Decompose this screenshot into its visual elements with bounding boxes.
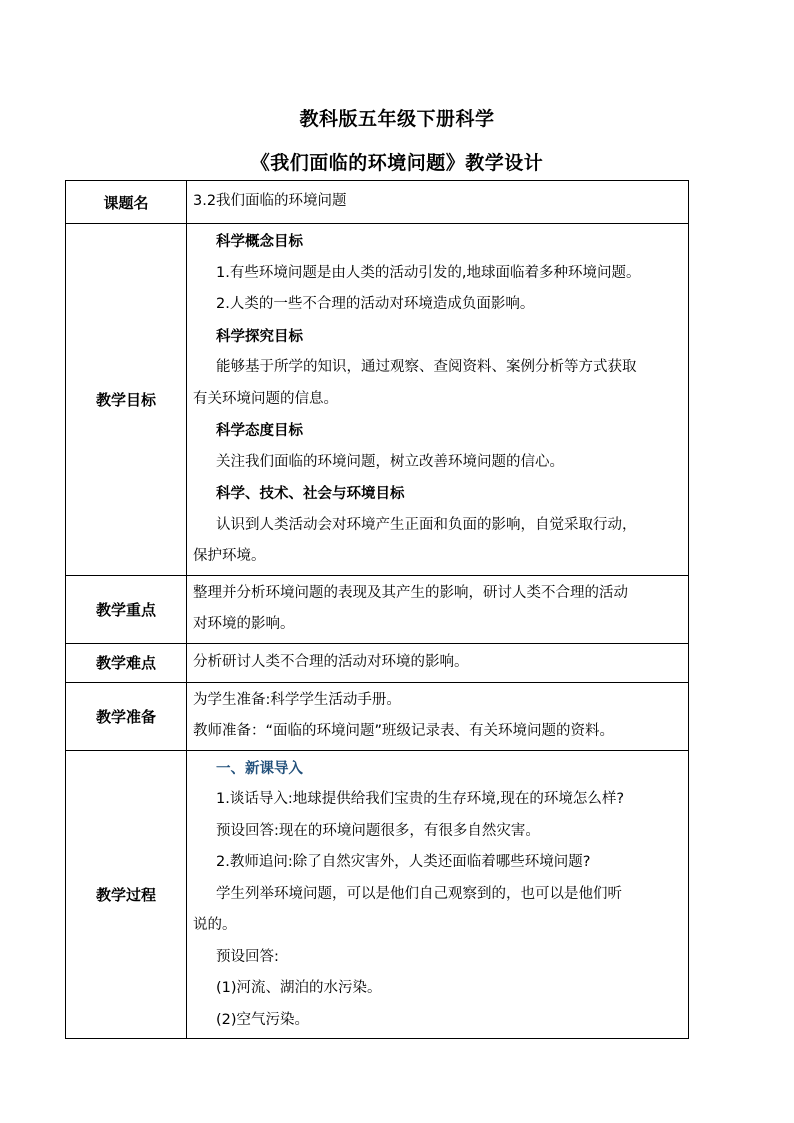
concept-goal-title: 科学概念目标 — [216, 233, 303, 250]
topic-value-cell — [187, 181, 689, 224]
process-label: 教学过程 — [66, 750, 187, 1039]
process-item-1: 1.谈话导入:地球提供给我们宝贵的生存环境,现在的环境怎么样? — [216, 791, 625, 807]
stse-goal-line2: 保护环境。 — [193, 548, 266, 564]
table-row-preparation — [66, 682, 689, 750]
inquiry-goal-title: 科学探究目标 — [216, 327, 303, 345]
table-row-goals — [66, 224, 689, 576]
process-answer-2b: (2)空气污染。 — [216, 1011, 310, 1028]
topic-value: 3.2我们面临的环境问题 — [193, 193, 347, 210]
table-row-difficulties — [66, 643, 689, 682]
goals-label: 教学目标 — [66, 224, 187, 576]
attitude-goal-1: 关注我们面临的环境问题，树立改善环境问题的信心。 — [216, 453, 564, 470]
process-content — [187, 750, 689, 1039]
attitude-goal-title: 科学态度目标 — [216, 422, 303, 439]
topic-label: 课题名 — [66, 181, 187, 224]
goals-content — [187, 224, 689, 576]
key-points-label: 教学重点 — [66, 575, 187, 643]
inquiry-goal-line2: 有关环境问题的信息。 — [193, 390, 338, 407]
table-row-topic — [66, 181, 689, 224]
lesson-plan-table — [65, 180, 689, 1039]
document-subtitle: 《我们面临的环境问题》教学设计 — [250, 152, 544, 174]
preparation-content — [187, 682, 689, 750]
key-points-content — [187, 575, 689, 643]
table-row-process — [66, 750, 689, 1039]
document-title: 教科版五年级下册科学 — [299, 108, 495, 130]
difficulties-line1: 分析研讨人类不合理的活动对环境的影响。 — [193, 653, 469, 670]
process-list-line2: 说的。 — [193, 917, 237, 933]
process-answer-1: 预设回答:现在的环境问题很多，有很多自然灾害。 — [216, 822, 540, 839]
concept-goal-2: 2.人类的一些不合理的活动对环境造成负面影响。 — [216, 296, 535, 312]
inquiry-goal-line1: 能够基于所学的知识，通过观察、查阅资料、案例分析等方式获取 — [216, 359, 637, 375]
concept-goal-1: 1.有些环境问题是由人类的活动引发的,地球面临着多种环境问题。 — [216, 264, 641, 281]
key-points-line1: 整理并分析环境问题的表现及其产生的影响，研讨人类不合理的活动 — [193, 584, 628, 601]
preparation-student: 为学生准备:科学学生活动手册。 — [193, 691, 401, 708]
difficulties-label: 教学难点 — [66, 643, 187, 682]
process-answer-2-title: 预设回答: — [216, 948, 279, 965]
stse-goal-line1: 认识到人类活动会对环境产生正面和负面的影响，自觉采取行动， — [216, 516, 637, 533]
process-answer-2a: (1)河流、湖泊的水污染。 — [216, 980, 382, 996]
stse-goal-title: 科学、技术、社会与环境目标 — [216, 485, 405, 502]
process-section-title: 一、新课导入 — [216, 759, 303, 777]
table-row-key-points — [66, 575, 689, 643]
process-item-2: 2.教师追问:除了自然灾害外，人类还面临着哪些环境问题? — [216, 854, 591, 870]
difficulties-content — [187, 643, 689, 682]
preparation-label: 教学准备 — [66, 682, 187, 750]
preparation-teacher: 教师准备：“面临的环境问题”班级记录表、有关环境问题的资料。 — [193, 723, 615, 739]
key-points-line2: 对环境的影响。 — [193, 616, 295, 632]
process-list-line1: 学生列举环境问题，可以是他们自己观察到的，也可以是他们听 — [216, 885, 622, 902]
